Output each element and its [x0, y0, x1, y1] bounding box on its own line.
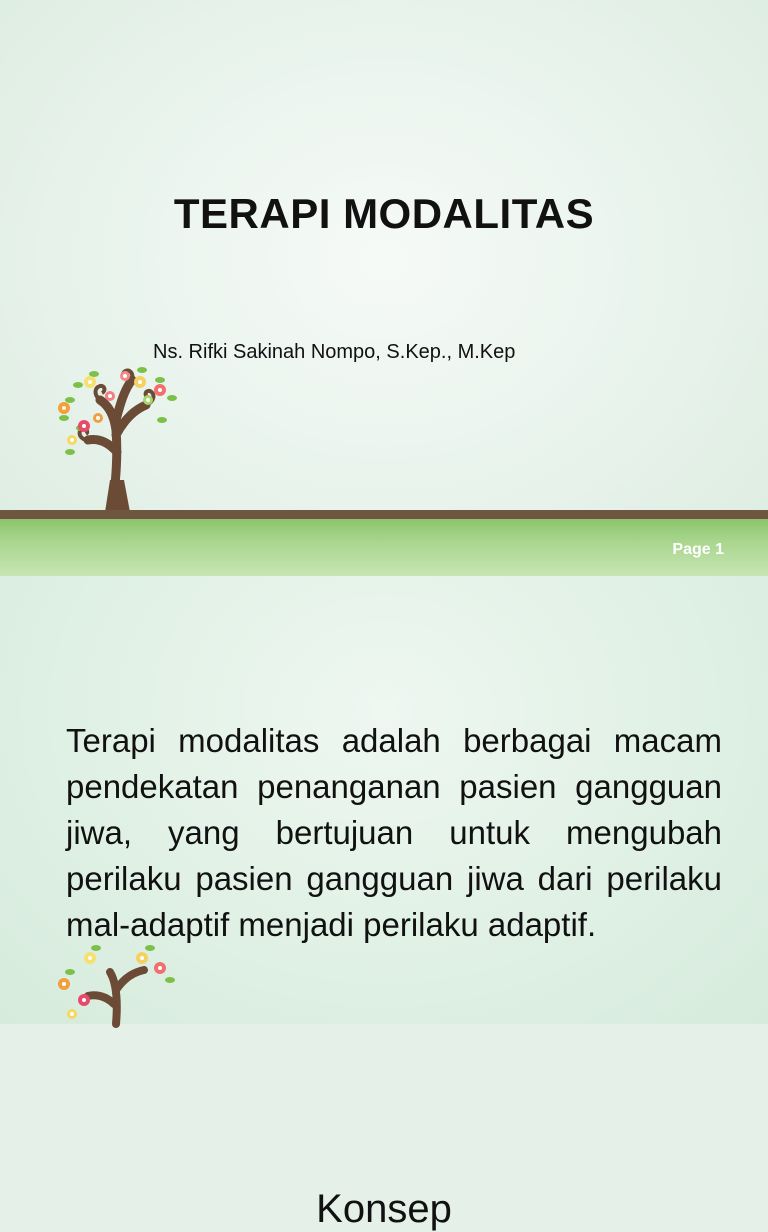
ground-soil — [0, 510, 768, 519]
section-heading: Konsep — [316, 1187, 452, 1231]
slide-author: Ns. Rifki Sakinah Nompo, S.Kep., M.Kep — [153, 341, 516, 363]
ground-grass — [0, 519, 768, 576]
body-paragraph: Terapi modalitas adalah berbagai macam pendekatan penanganan pasien gangguan jiwa, yang bertujuan untuk mengubah perilaku pasien gangguan jiwa dari perilaku mal-adaptif menjadi perilaku adaptif. — [66, 722, 722, 943]
page-number: Page 1 — [672, 541, 724, 558]
tree-illustration-partial — [50, 940, 190, 1024]
slide-1 — [0, 0, 768, 576]
tree-illustration — [50, 360, 190, 515]
slide-title: TERAPI MODALITAS — [173, 190, 595, 237]
